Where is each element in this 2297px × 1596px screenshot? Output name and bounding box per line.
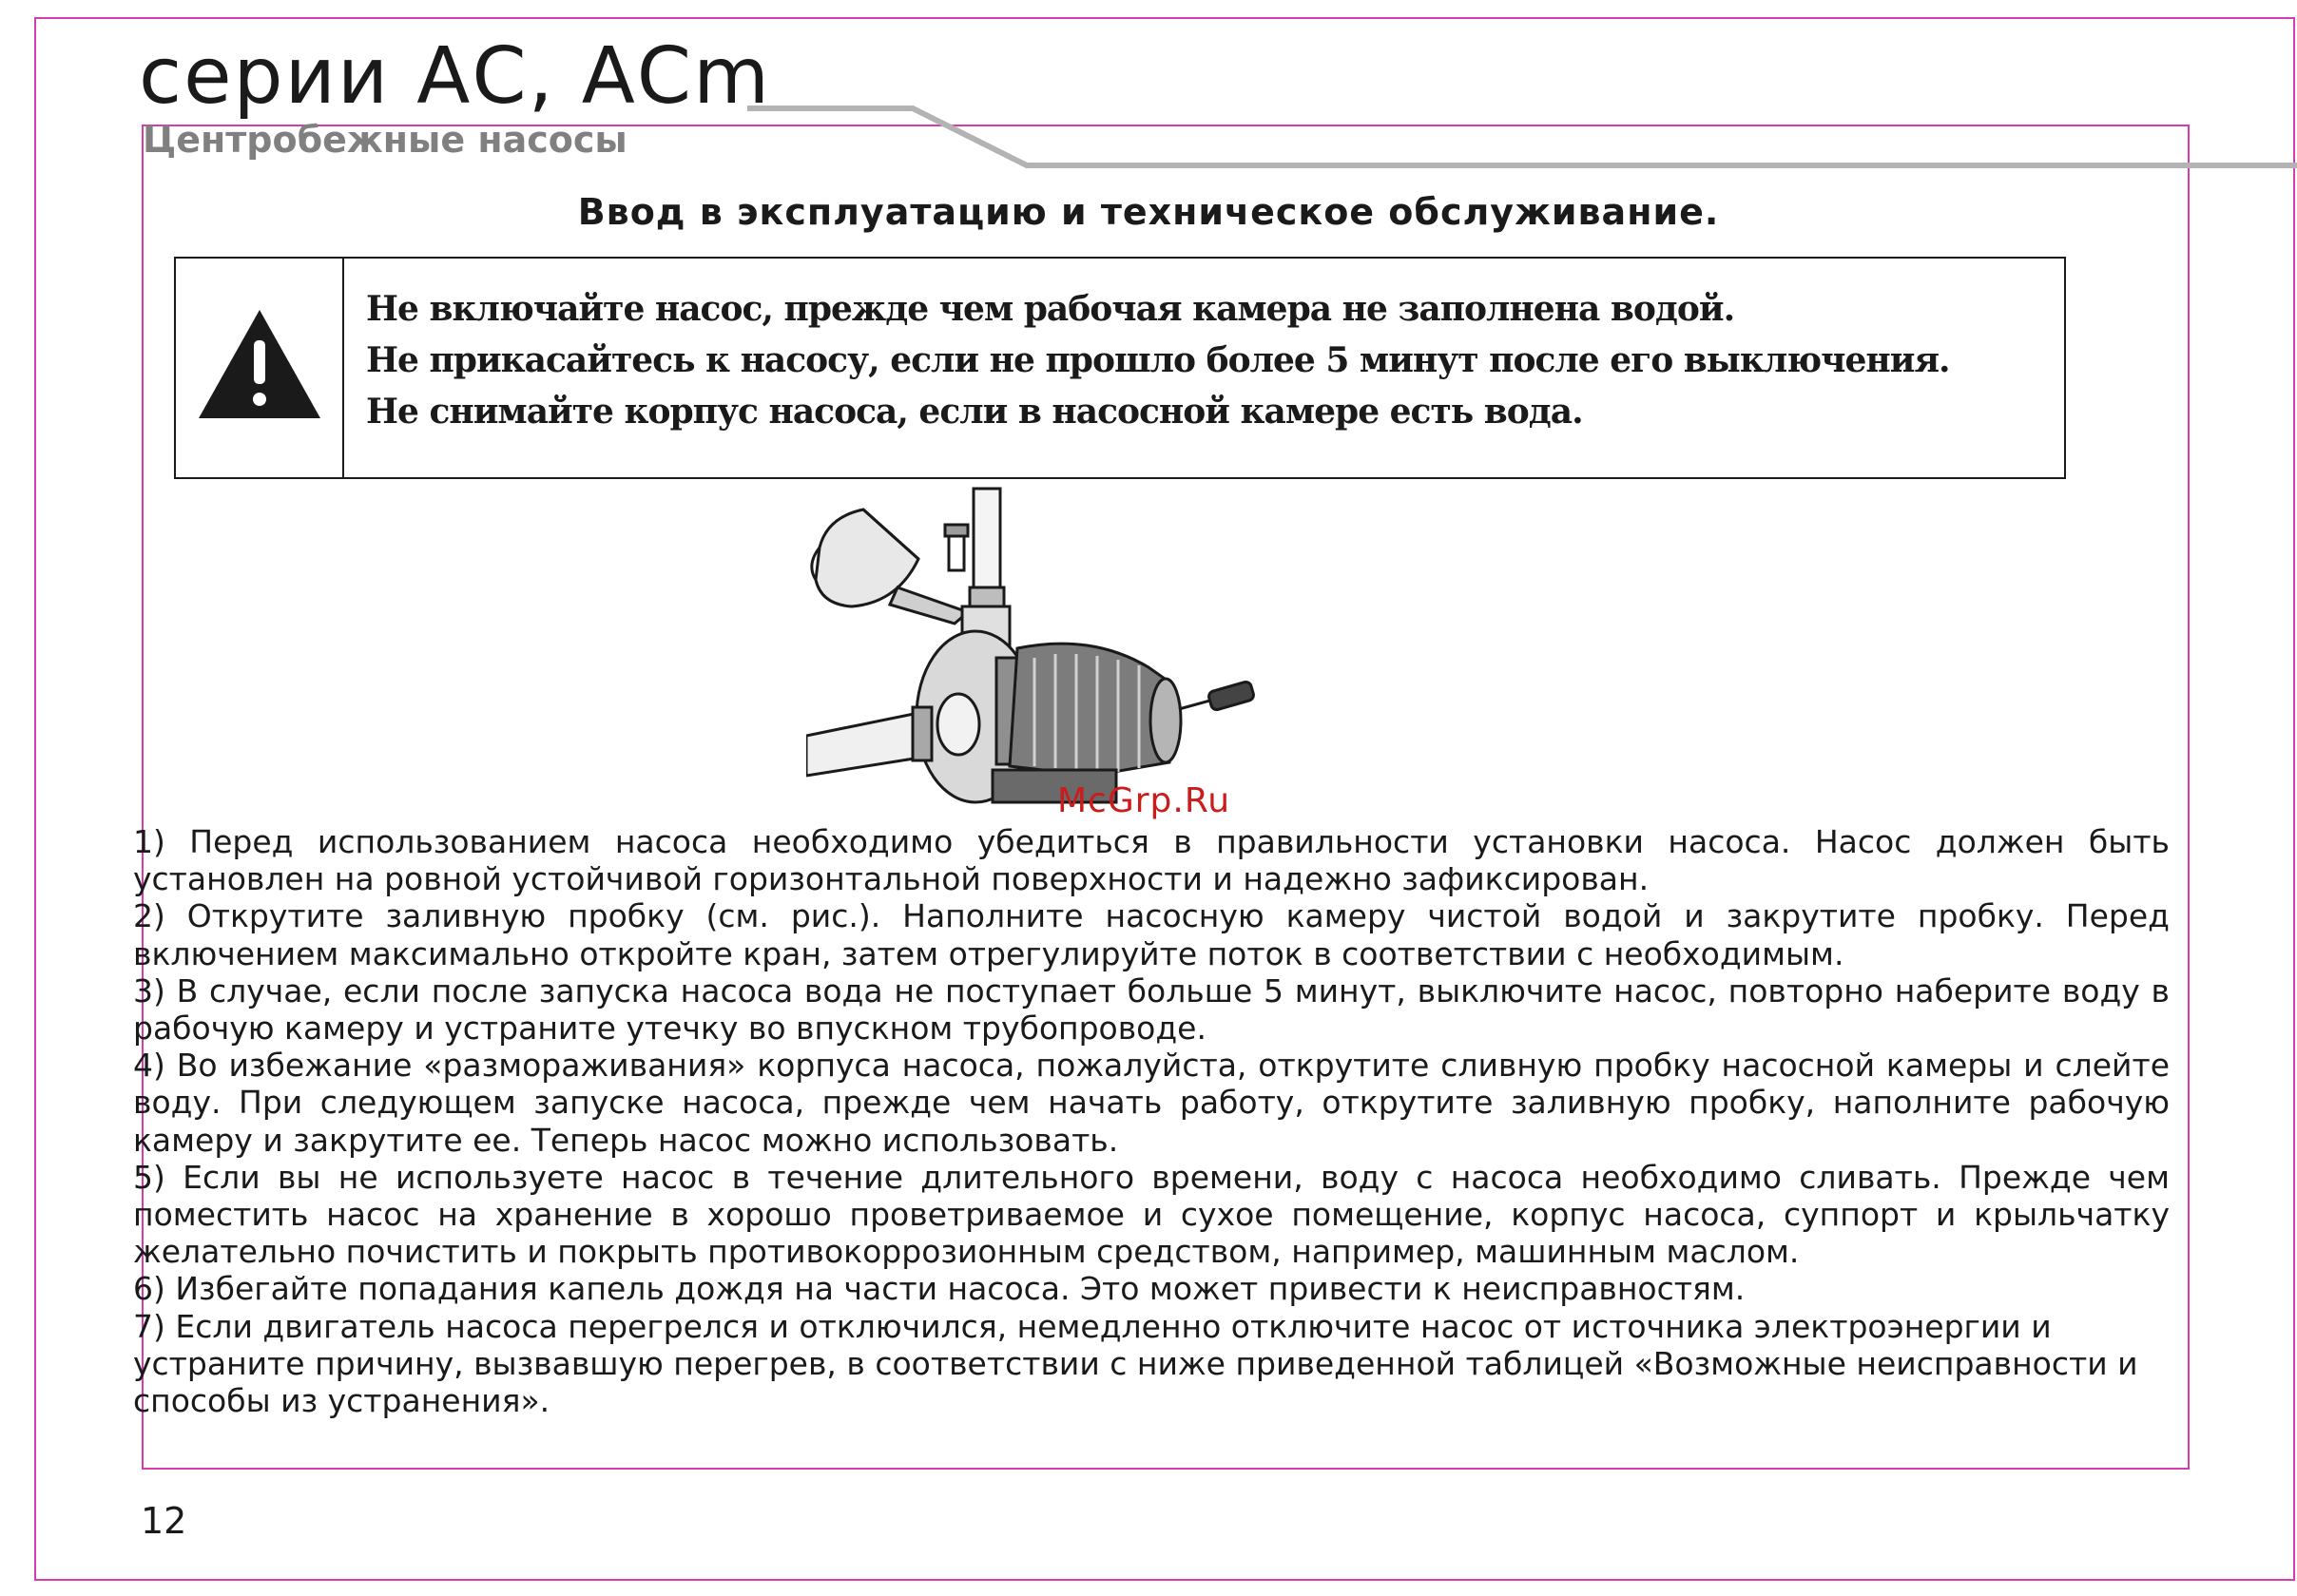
warning-text <box>366 283 1950 437</box>
instruction-item: 5) Если вы не используете насос в течение длительного времени, воду с насоса необходимо сливать. Прежде чем поместить насос на хранение в хорошо проветриваемое и сухое помещение, корпус насоса, суппорт и крыльчатку желательно почистить и покрыть противокоррозионным средством, например, машинным маслом. <box>133 1158 2170 1271</box>
instruction-item: 4) Во избежание «размораживания» корпуса насоса, пожалуйста, открутите сливную пробку насосной камеры и слейте воду. При следующем запуске насоса, прежде чем начать работу, открутите заливную пробку, наполните рабочую камеру и закрутите ее. Теперь насос можно использовать. <box>133 1047 2170 1159</box>
instruction-item: 3) В случае, если после запуска насоса вода не поступает больше 5 минут, выключите насос, повторно наберите воду в рабочую камеру и устраните утечку во впускном трубопроводе. <box>133 971 2170 1048</box>
warning-line: Не прикасайтесь к насосу, если не прошло более 5 минут после его выключения. <box>366 340 1950 380</box>
warning-box <box>174 257 2066 479</box>
instruction-item: 2) Открутите заливную пробку (см. рис.). Наполните насосную камеру чистой водой и закрутите пробку. Перед включением максимально откройте кран, затем отрегулируйте поток в соответствии с необходимым. <box>133 897 2170 972</box>
instruction-item: 7) Если двигатель насоса перегрелся и отключился, немедленно отключите насос от источника электроэнергии и устраните причину, вызвавшую перегрев, в соответствии с ниже приведенной таблицей «Возможные неисправности и способы из устранения». <box>133 1307 2138 1420</box>
series-title: серии АС, АСm <box>139 31 771 122</box>
warning-line: Не снимайте корпус насоса, если в насосной камере есть вода. <box>366 392 1583 432</box>
instructions-list <box>133 823 2170 1419</box>
page-number: 12 <box>141 1500 187 1542</box>
pump-filling-illustration <box>806 481 1263 825</box>
warning-triangle-icon <box>197 308 322 420</box>
instruction-item: 6) Избегайте попадания капель дождя на части насоса. Это может привести к неисправностям. <box>133 1270 1746 1308</box>
warning-divider <box>342 259 344 477</box>
subtitle: Центробежные насосы <box>143 119 627 161</box>
section-heading: Ввод в эксплуатацию и техническое обслуживание. <box>577 191 1720 233</box>
instruction-item: 1) Перед использованием насоса необходимо убедиться в правильности установки насоса. Насос должен быть установлен на ровной устойчивой горизонтальной поверхности и надежно зафиксирован. <box>133 823 2170 898</box>
warning-line: Не включайте насос, прежде чем рабочая камера не заполнена водой. <box>366 289 1735 329</box>
watermark: McGrp.Ru <box>1057 781 1231 820</box>
